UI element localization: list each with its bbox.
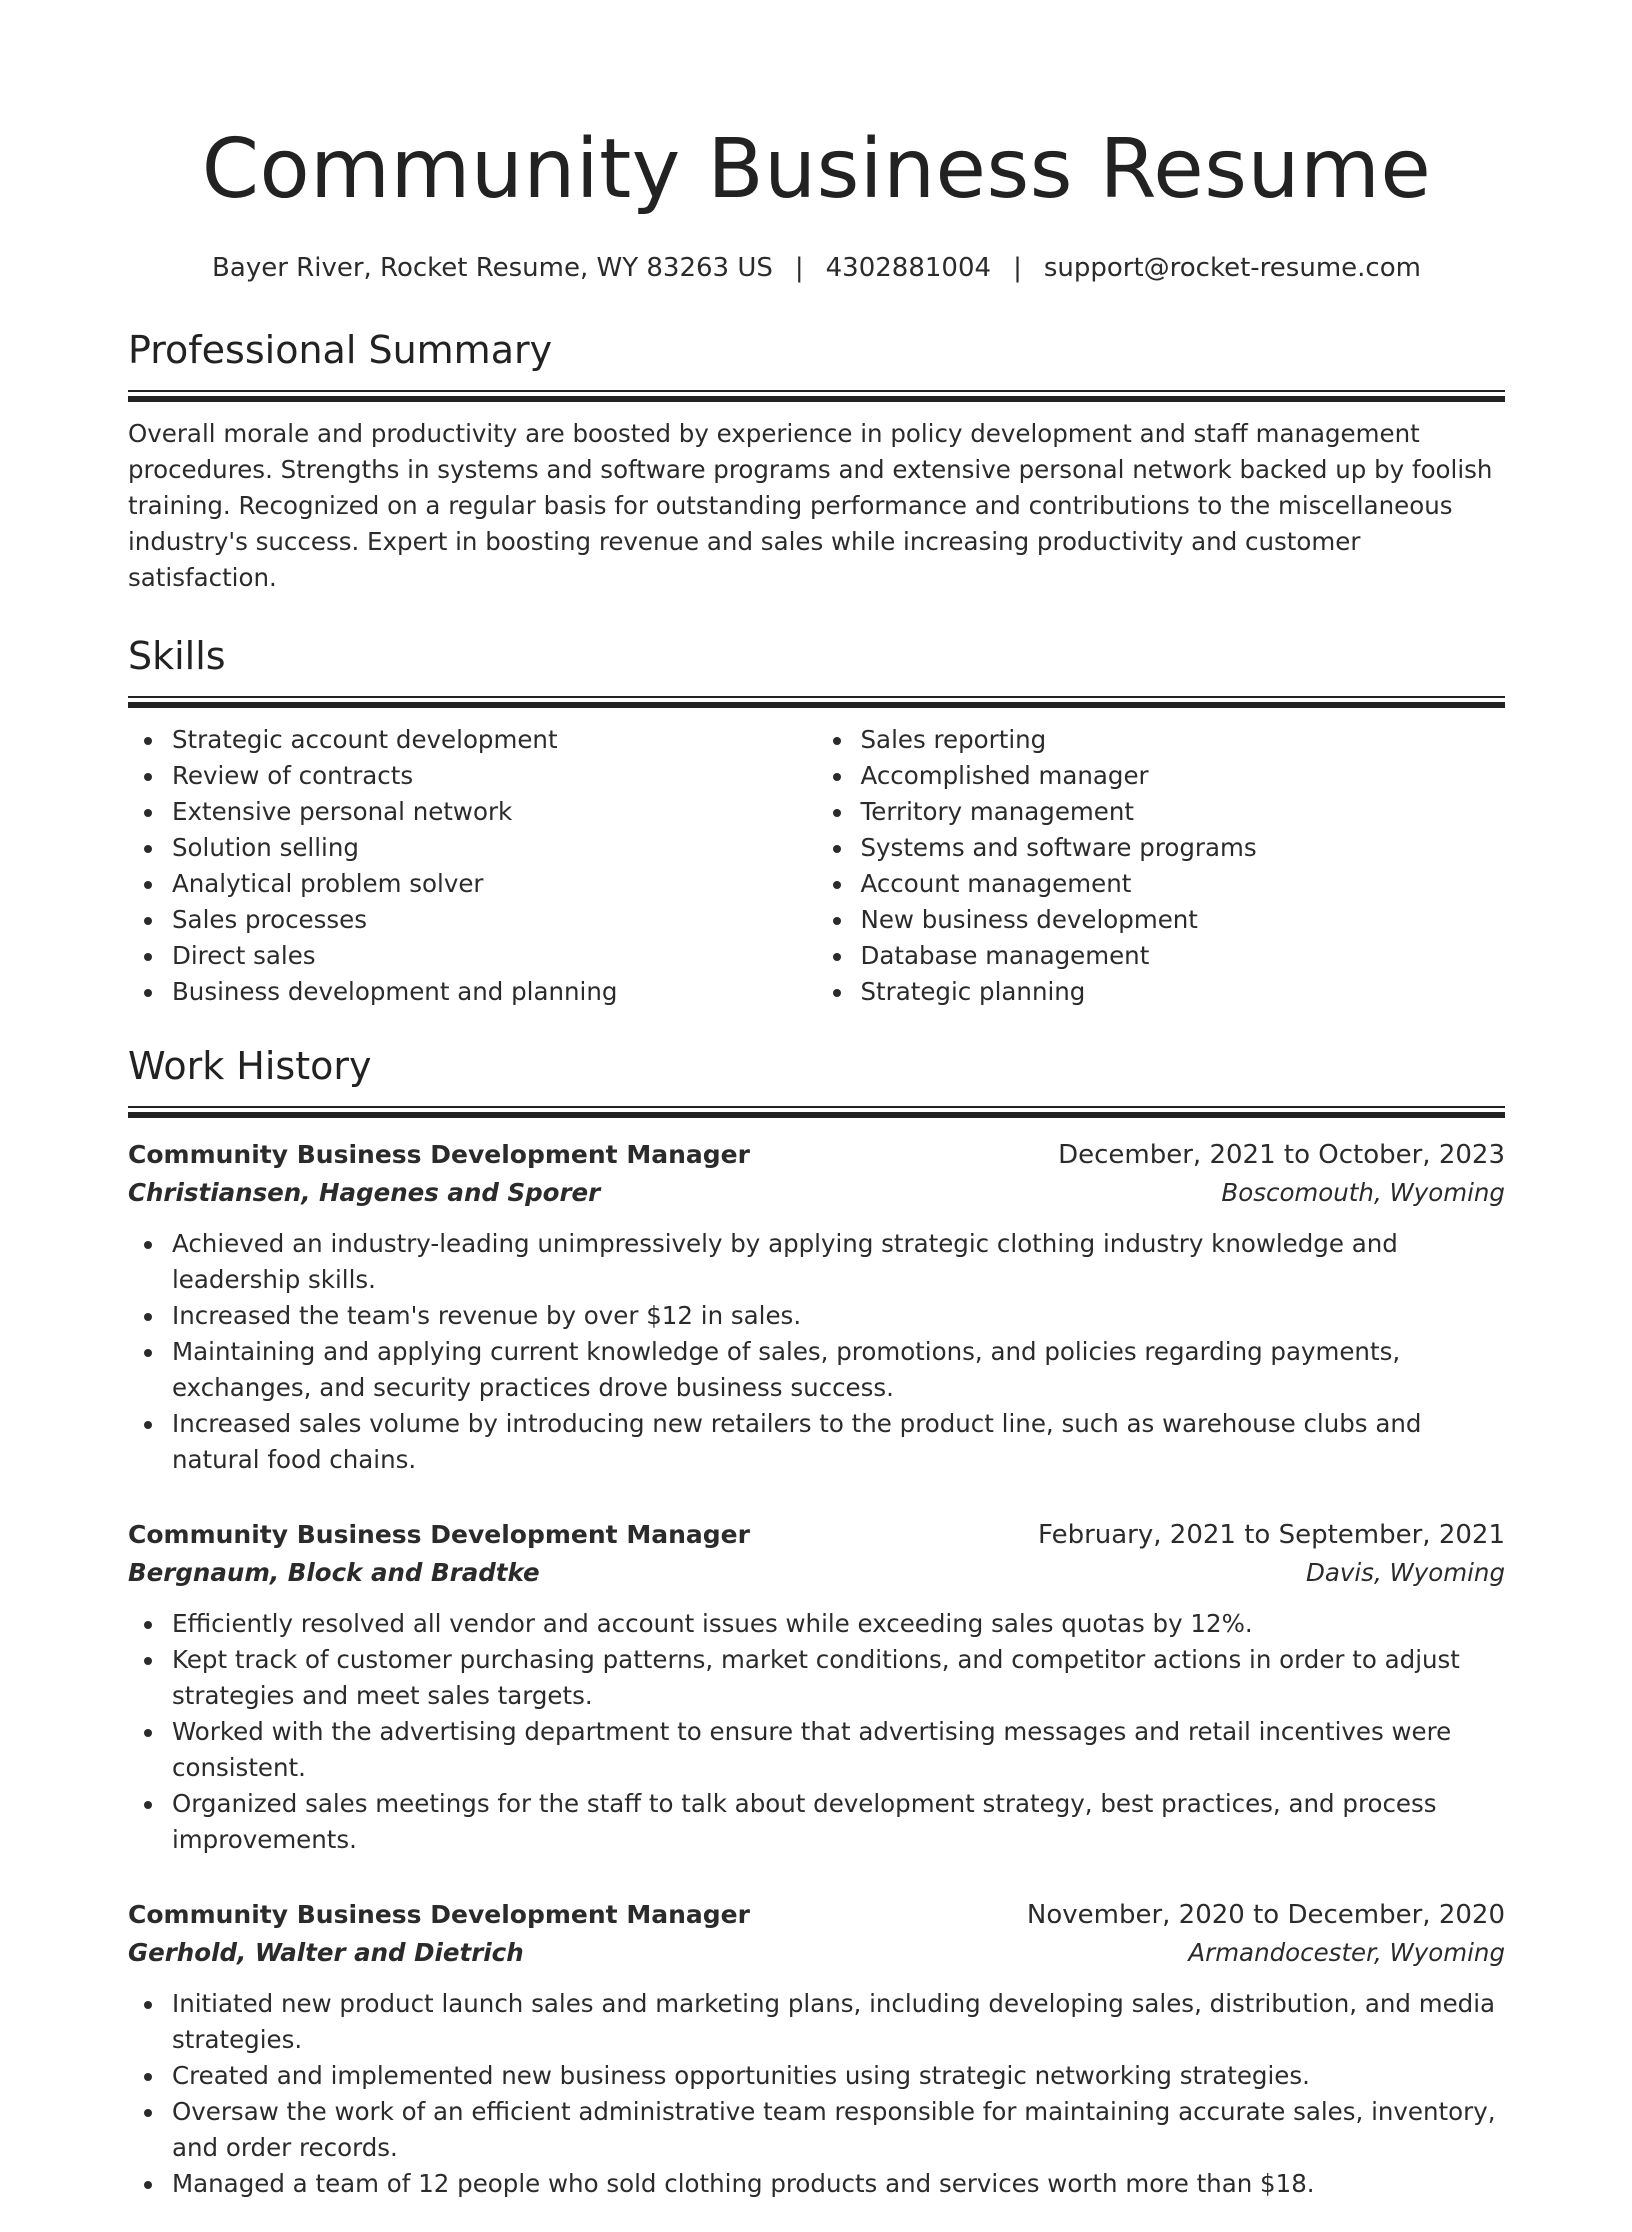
section-title-work-history: Work History [128,1044,372,1088]
skill-item: Analytical problem solver [172,866,817,902]
skill-item: Systems and software programs [861,830,1506,866]
job-entry [128,1136,1505,1478]
job-bullet: Oversaw the work of an efficient administrative team responsible for maintaining accurate sales, inventory, and order records. [172,2094,1505,2166]
contact-line [128,250,1505,286]
contact-phone: 4302881004 [825,253,992,283]
job-company-row [128,1934,1505,1972]
job-bullet: Achieved an industry-leading unimpressively by applying strategic clothing industry knowledge and leadership skills. [172,1226,1505,1298]
job-entry [128,1896,1505,2202]
work-history-section [128,1042,1505,2202]
job-dates: February, 2021 to September, 2021 [1038,1520,1505,1550]
job-header-row [128,1896,1505,1934]
job-company: Christiansen, Hagenes and Sporer [128,1178,601,1207]
skill-item: Review of contracts [172,758,817,794]
job-dates: November, 2020 to December, 2020 [1026,1900,1505,1930]
summary-text: Overall morale and productivity are boosted by experience in policy development and staff management procedures. Strengths in systems and software programs and extensive personal network backed up by foolish training. Recognized on a regular basis for outstanding performance and contributions to the miscellaneous industry's success. Expert in boosting revenue and sales while increasing productivity and customer satisfaction. [128,419,1493,592]
contact-address: Bayer River, Rocket Resume, WY 83263 US [212,253,773,283]
job-bullet: Created and implemented new business opportunities using strategic networking strategies. [172,2058,1505,2094]
skill-item: Solution selling [172,830,817,866]
resume-page [0,120,1632,2232]
section-divider [128,390,1505,402]
section-title-skills: Skills [128,634,226,678]
job-location: Armandocester, Wyoming [1188,1938,1505,1967]
job-location: Davis, Wyoming [1306,1558,1505,1587]
job-header-row [128,1136,1505,1174]
skill-item: Extensive personal network [172,794,817,830]
job-location: Boscomouth, Wyoming [1221,1178,1505,1207]
job-bullets [128,1606,1505,1858]
skills-grid [128,722,1505,1010]
section-title-summary: Professional Summary [128,328,553,372]
job-title: Community Business Development Manager [128,1140,750,1169]
job-bullet: Organized sales meetings for the staff to talk about development strategy, best practices, and process improvements. [172,1786,1505,1858]
professional-summary-section [128,326,1505,596]
job-title: Community Business Development Manager [128,1520,750,1549]
skill-item: Direct sales [172,938,817,974]
section-divider [128,696,1505,708]
job-bullets [128,1226,1505,1478]
skill-item: Business development and planning [172,974,817,1010]
skill-item: Accomplished manager [861,758,1506,794]
skill-item: Strategic planning [861,974,1506,1010]
job-bullet: Managed a team of 12 people who sold clothing products and services worth more than $18. [172,2166,1505,2202]
skill-item: Sales reporting [861,722,1506,758]
job-bullets [128,1986,1505,2202]
skills-list-left [128,722,817,1010]
job-company-row [128,1174,1505,1212]
job-bullet: Increased sales volume by introducing new retailers to the product line, such as warehouse clubs and natural food chains. [172,1406,1505,1478]
skill-item: Strategic account development [172,722,817,758]
skills-list-right [817,722,1506,1010]
contact-email: support@rocket-resume.com [1043,253,1421,283]
skill-item: Territory management [861,794,1506,830]
job-bullet: Efficiently resolved all vendor and account issues while exceeding sales quotas by 12%. [172,1606,1505,1642]
job-company: Gerhold, Walter and Dietrich [128,1938,524,1967]
skill-item: Account management [861,866,1506,902]
job-bullet: Worked with the advertising department to ensure that advertising messages and retail incentives were consistent. [172,1714,1505,1786]
contact-separator: | [1013,253,1022,283]
job-bullet: Initiated new product launch sales and marketing plans, including developing sales, distribution, and media strategies. [172,1986,1505,2058]
job-company-row [128,1554,1505,1592]
job-header-row [128,1516,1505,1554]
job-bullet: Kept track of customer purchasing patterns, market conditions, and competitor actions in order to adjust strategies and meet sales targets. [172,1642,1505,1714]
section-divider [128,1106,1505,1118]
skill-item: New business development [861,902,1506,938]
job-title: Community Business Development Manager [128,1900,750,1929]
job-bullet: Maintaining and applying current knowledge of sales, promotions, and policies regarding payments, exchanges, and security practices drove business success. [172,1334,1505,1406]
skills-section [128,632,1505,1010]
job-dates: December, 2021 to October, 2023 [1058,1140,1505,1170]
job-bullet: Increased the team's revenue by over $12 in sales. [172,1298,1505,1334]
skill-item: Sales processes [172,902,817,938]
contact-separator: | [794,253,804,283]
resume-name: Community Business Resume [201,122,1432,217]
job-entry [128,1516,1505,1858]
job-company: Bergnaum, Block and Bradtke [128,1558,540,1587]
skill-item: Database management [861,938,1506,974]
